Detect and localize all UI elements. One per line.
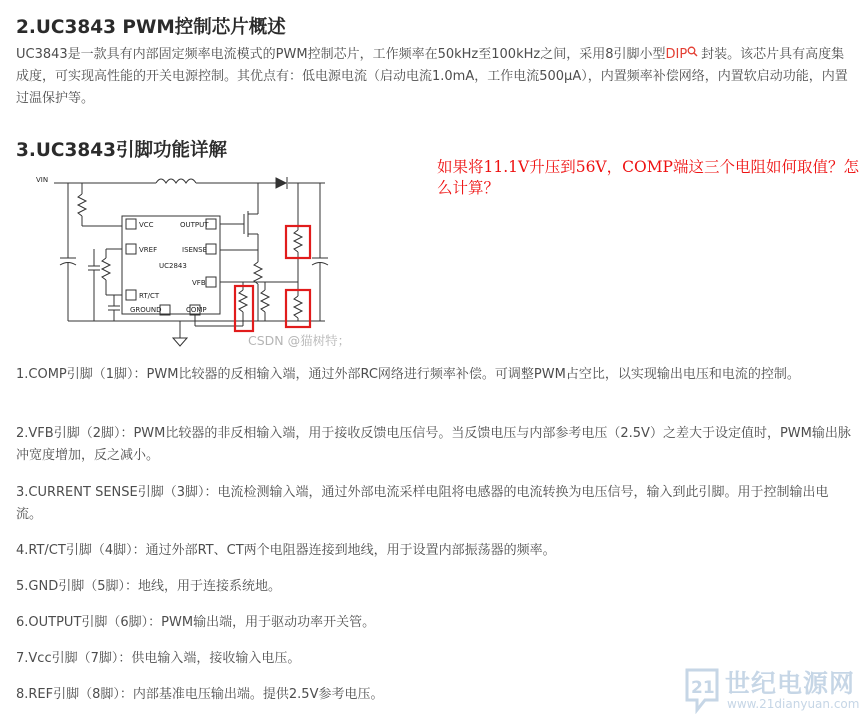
logo-site-name: 世纪电源网 xyxy=(725,669,856,698)
pin-description-1: 1.COMP引脚（1脚）：PWM比较器的反相输入端，通过外部RC网络进行频率补偿。可调整PWM占空比，以实现输出电压和电流的控制。 xyxy=(16,367,800,382)
pin-description-7: 7.Vcc引脚（7脚）：供电输入端，接收输入电压。 xyxy=(16,651,301,666)
circuit-diagram xyxy=(30,166,340,356)
pin-description-2: 2.VFB引脚（2脚）：PWM比较器的非反相输入端，用于接收反馈电压信号。当反馈电压与内部参考电压（2.5V）之差大于设定值时，PWM输出脉冲宽度增加，反之减小。 xyxy=(16,426,851,463)
search-icon[interactable] xyxy=(687,46,698,57)
section-2-paragraph: UC3843是一款具有内部固定频率电流模式的PWM控制芯片，工作频率在50kHz至100kHz之间，采用8引脚小型DIP 封装。该芯片具有高度集成度，可实现高性能的开关电源控制。其优点有：低电源电流（启动电流1.0mA，工作电流500μA），内置频率补偿网络，内置软启动功能，内置过温保护等。 xyxy=(16,47,848,106)
site-logo xyxy=(683,664,861,716)
pin-label-output: OUTPUT xyxy=(180,221,209,229)
logo-url: www.21dianyuan.com xyxy=(727,697,860,711)
pin-description-5: 5.GND引脚（5脚）：地线，用于连接系统地。 xyxy=(16,579,281,594)
logo-emblem-icon xyxy=(683,664,723,714)
pin-label-ground: GROUND xyxy=(130,306,162,314)
pin-description-6: 6.OUTPUT引脚（6脚）：PWM输出端，用于驱动功率开关管。 xyxy=(16,615,376,630)
question-annotation: 如果将11.1V升压到56V，COMP端这三个电阻如何取值？怎么计算？ xyxy=(437,158,859,197)
csdn-watermark: CSDN @猫树特； xyxy=(248,333,351,348)
pin-description-3: 3.CURRENT SENSE引脚（3脚）：电流检测输入端，通过外部电流采样电阻将电感器的电流转换为电压信号，输入到此引脚。用于控制输出电流。 xyxy=(16,485,829,522)
pin-label-vfb: VFB xyxy=(192,279,206,287)
svg-text:21: 21 xyxy=(691,678,715,698)
vin-label: VIN xyxy=(36,176,49,184)
chip-name: UC2843 xyxy=(159,262,187,270)
pin-label-vref: VREF xyxy=(139,246,158,254)
highlight-box-comp-left xyxy=(235,286,253,331)
pin-label-vcc: VCC xyxy=(139,221,154,229)
pin-label-comp: COMP xyxy=(186,306,207,314)
pin-description-4: 4.RT/CT引脚（4脚）：通过外部RT、CT两个电阻器连接到地线，用于设置内部振荡器的频率。 xyxy=(16,543,556,558)
pin-label-isense: ISENSE xyxy=(182,246,208,254)
section-2-title: 2.UC3843 PWM控制芯片概述 xyxy=(16,17,286,38)
dip-link[interactable]: DIP xyxy=(665,47,688,62)
section-3-title: 3.UC3843引脚功能详解 xyxy=(16,140,227,161)
pin-description-8: 8.REF引脚（8脚）：内部基准电压输出端。提供2.5V参考电压。 xyxy=(16,687,384,702)
pin-label-rtct: RT/CT xyxy=(139,292,160,300)
